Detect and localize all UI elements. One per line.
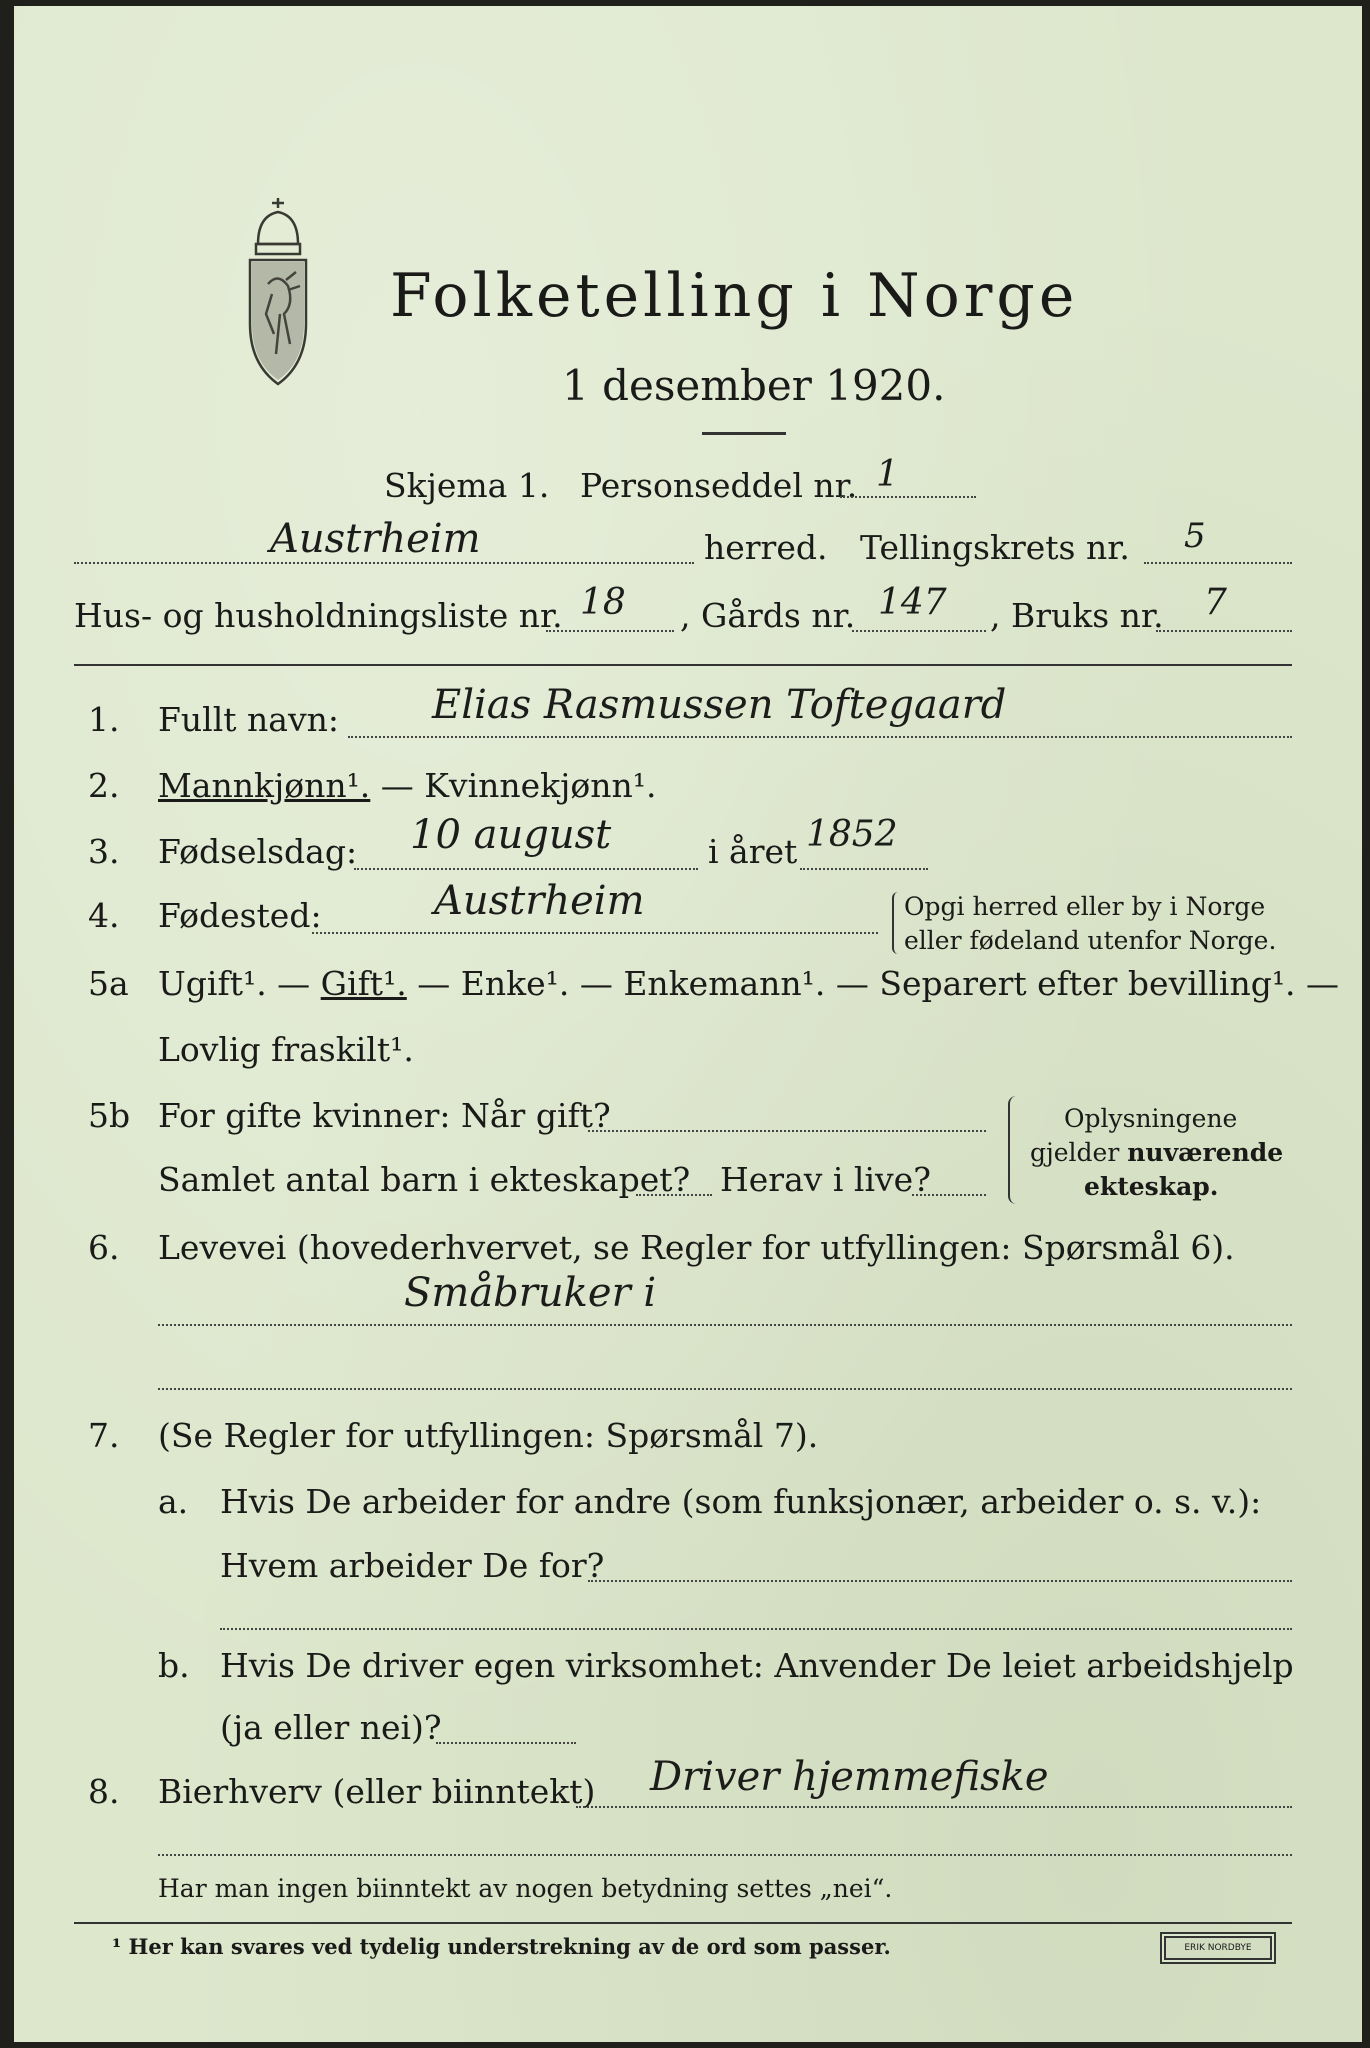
q5b-note-line2-text: gjelder	[1030, 1138, 1128, 1167]
herred-line	[74, 562, 694, 564]
census-form	[14, 6, 1362, 2042]
q5b-brace	[1008, 1096, 1018, 1204]
q5b-label2: Samlet antal barn i ekteskapet?	[158, 1160, 691, 1199]
q7b-line	[436, 1742, 576, 1744]
page-title: Folketelling i Norge	[390, 261, 1079, 331]
q4-line	[312, 932, 878, 934]
bruks-line	[1156, 630, 1292, 632]
hus-line	[546, 630, 674, 632]
q7b-number: b.	[158, 1646, 190, 1685]
q3-line	[354, 868, 698, 870]
q4-number: 4.	[88, 896, 120, 935]
q3-year-value: 1852	[806, 814, 898, 855]
tellingskrets-label: Tellingskrets nr.	[860, 528, 1130, 567]
footnote: ¹ Her kan svares ved tydelig understrekning av de ord som passer.	[112, 1934, 891, 1959]
q7-label: (Se Regler for utfyllingen: Spørsmål 7).	[158, 1416, 819, 1455]
q5b-line3	[912, 1194, 986, 1196]
q1-number: 1.	[88, 700, 120, 739]
title-divider	[702, 432, 786, 435]
tellingskrets-line	[1144, 562, 1292, 564]
q3-year-line	[800, 868, 928, 870]
q1-line	[348, 736, 1292, 738]
q5b-note-line2-bold: nuværende	[1127, 1138, 1284, 1167]
q6-line	[158, 1324, 1292, 1326]
q7a-line	[588, 1580, 1292, 1582]
q5b-line	[588, 1130, 986, 1132]
q5b-note-line1: Oplysningene	[1064, 1104, 1238, 1133]
gards-value: 147	[878, 582, 947, 623]
schema-label: Skjema 1.	[384, 466, 550, 505]
personseddel-label: Personseddel nr.	[580, 466, 858, 505]
printer-stamp: ERIK NORDBYE	[1160, 1932, 1276, 1964]
coat-of-arms-icon	[228, 194, 328, 394]
q5a-gift: Gift¹.	[320, 964, 407, 1003]
q5a-options	[158, 964, 1339, 1003]
q8-value: Driver hjemmefiske	[650, 1754, 1049, 1800]
q3-year-label: i året	[708, 832, 798, 871]
q4-brace	[892, 892, 900, 954]
bruks-value: 7	[1204, 582, 1227, 623]
q2-female: Kvinnekjønn¹.	[424, 766, 657, 805]
herred-label: herred.	[704, 528, 828, 567]
q5a-number: 5a	[88, 964, 129, 1003]
gards-line	[852, 630, 986, 632]
q5b-number: 5b	[88, 1096, 131, 1135]
q5a-ugift: Ugift¹. —	[158, 964, 321, 1003]
footer-divider	[74, 1922, 1292, 1924]
q5b-note-line2	[1030, 1138, 1283, 1167]
hus-value: 18	[580, 582, 626, 623]
personseddel-value: 1	[876, 454, 899, 495]
q2-options	[158, 766, 657, 805]
q5b-line2	[636, 1194, 712, 1196]
q8-line	[576, 1806, 1292, 1808]
q6-number: 6.	[88, 1228, 120, 1267]
q8-label: Bierhverv (eller biinntekt)	[158, 1772, 596, 1811]
q7a-number: a.	[158, 1482, 189, 1521]
q5a-line2: Lovlig fraskilt¹.	[158, 1030, 414, 1069]
q7b-label: Hvis De driver egen virksomhet: Anvender De leiet arbeidshjelp	[220, 1646, 1294, 1685]
q3-label: Fødselsdag:	[158, 832, 358, 871]
census-date: 1 desember 1920.	[562, 361, 946, 410]
hus-label: Hus- og husholdningsliste nr.	[74, 596, 563, 635]
q5b-label3: Herav i live?	[720, 1160, 931, 1199]
q4-label: Fødested:	[158, 896, 322, 935]
q7a-line2	[220, 1628, 1292, 1630]
tellingskrets-value: 5	[1184, 516, 1206, 556]
q7a-label2: Hvem arbeider De for?	[220, 1546, 605, 1585]
q6-label: Levevei (hovederhvervet, se Regler for utfyllingen: Spørsmål 6).	[158, 1228, 1235, 1267]
q4-note-line2: eller fødeland utenfor Norge.	[904, 926, 1277, 955]
q6-value: Småbruker i	[404, 1270, 657, 1316]
q3-value: 10 august	[410, 812, 612, 858]
gards-label: , Gårds nr.	[680, 596, 856, 635]
q5b-note-line3: ekteskap.	[1084, 1172, 1219, 1201]
q2-separator: —	[370, 766, 425, 805]
personseddel-line	[840, 496, 976, 498]
bruks-label: , Bruks nr.	[990, 596, 1164, 635]
q4-value: Austrheim	[434, 878, 645, 924]
q2-number: 2.	[88, 766, 120, 805]
herred-value: Austrheim	[270, 516, 481, 562]
q7a-label: Hvis De arbeider for andre (som funksjonær, arbeider o. s. v.):	[220, 1482, 1262, 1521]
q7-number: 7.	[88, 1416, 120, 1455]
q3-number: 3.	[88, 832, 120, 871]
q2-male: Mannkjønn¹.	[158, 766, 371, 805]
q5b-label: For gifte kvinner: Når gift?	[158, 1096, 611, 1135]
section-divider	[74, 664, 1292, 666]
q6-line2	[158, 1388, 1292, 1390]
q1-value: Elias Rasmussen Toftegaard	[432, 682, 1007, 728]
q7b-label2: (ja eller nei)?	[220, 1708, 442, 1747]
q8-number: 8.	[88, 1772, 120, 1811]
q1-label: Fullt navn:	[158, 700, 339, 739]
q5a-rest: — Enke¹. — Enkemann¹. — Separert efter bevilling¹. —	[406, 964, 1340, 1003]
q4-note-line1: Opgi herred eller by i Norge	[904, 892, 1266, 921]
footer-note: Har man ingen biinntekt av nogen betydning settes „nei“.	[158, 1874, 893, 1903]
q8-line2	[158, 1854, 1292, 1856]
